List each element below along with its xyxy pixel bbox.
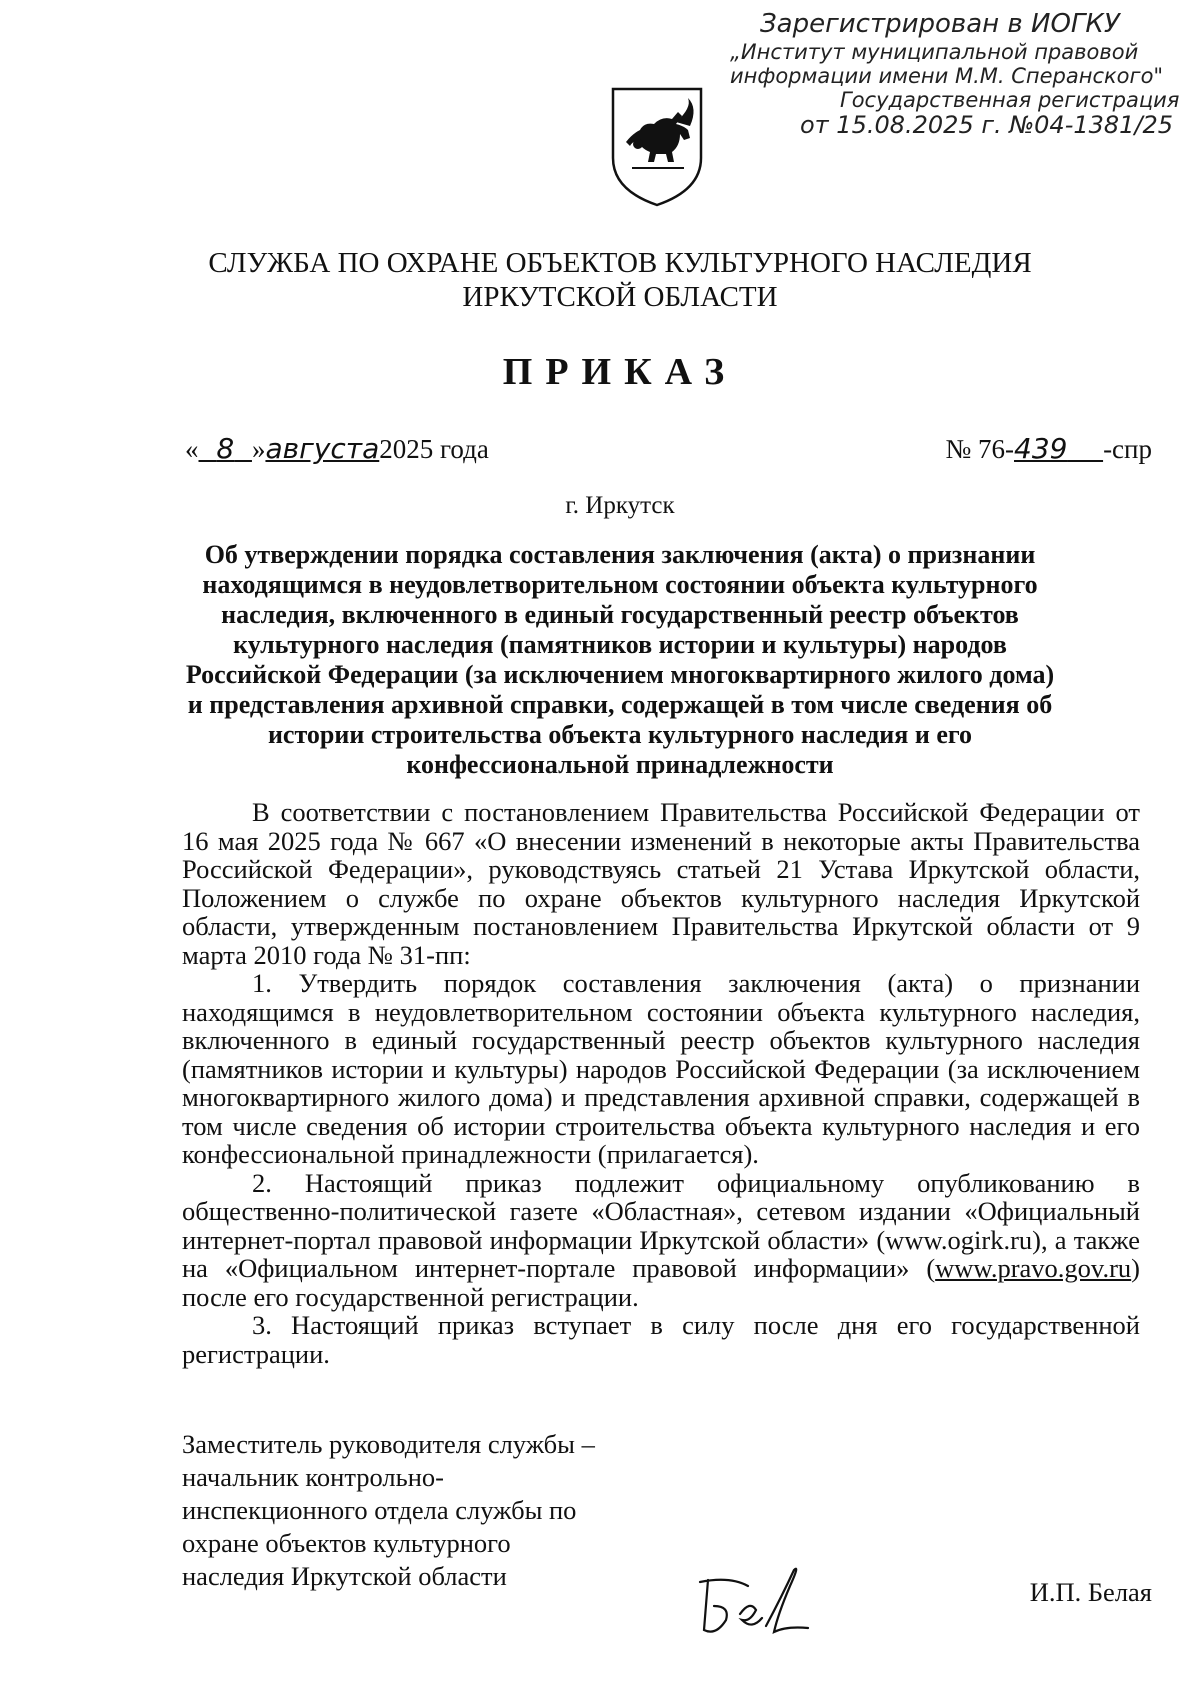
date-year: 2025 года xyxy=(379,434,489,464)
item-1-paragraph: 1. Утвердить порядок составления заключения (акта) о признании находящимся в неудовлетворительном состоянии объекта культурного наследия, включенного в единый государственный реестр объектов культурного наследия (памятников истории и культуры) народов Российской Федерации (за исключением многоквартирного жилого дома) и представления архивной справки, содержащей в том числе сведения об истории строительства объекта культурного наследия и его конфессиональной принадлежности (прилагается). xyxy=(182,968,1140,1169)
signer-title-line: начальник контрольно- xyxy=(182,1462,444,1492)
order-body xyxy=(182,798,1140,1368)
date-close-quote: » xyxy=(251,434,266,464)
registration-note-line: „Институт муниципальной правовой xyxy=(730,39,1139,64)
order-number-prefix: № 76- xyxy=(945,434,1014,464)
item-2-paragraph: 2. Настоящий приказ подлежит официальному опубликованию в общественно-политической газете «Областная», сетевом издании «Официальный интернет-портал правовой информации Иркутской области» (www.ogirk.ru), а также на «Официальном интернет-портале правовой информации» (www.pravo.gov.ru) после его государственной регистрации. xyxy=(182,1167,1140,1312)
date-open-quote: « xyxy=(185,434,199,464)
order-number-suffix: -спр xyxy=(1103,434,1152,464)
signer-title-line: Заместитель руководителя службы – xyxy=(182,1429,595,1459)
item-3-paragraph: 3. Настоящий приказ вступает в силу после дня его государственной регистрации. xyxy=(182,1310,1140,1369)
order-number-value: 439 xyxy=(1014,432,1068,465)
city: г. Иркутск xyxy=(565,492,675,519)
order-title: ПРИКАЗ xyxy=(502,351,738,393)
registration-note-line: Государственная регистрация xyxy=(840,88,1180,113)
date-month: августа xyxy=(265,432,380,465)
handwritten-signature xyxy=(690,1556,820,1646)
signer-title-line: инспекционного отдела службы по xyxy=(182,1495,577,1525)
preamble-paragraph: В соответствии с постановлением Правительства Российской Федерации от 16 мая 2025 года № 667 «О внесении изменений в некоторые акты Правительства Российской Федерации», руководствуясь статьей 21 Устава Иркутской области, Положением о службе по охране объектов культурного наследия Иркутской области, утвержденным постановлением Правительства Иркутской области от 9 марта 2010 года № 31-пп: xyxy=(182,797,1140,970)
signer-title-line: наследия Иркутской области xyxy=(182,1561,507,1591)
agency-name xyxy=(0,246,1200,314)
registration-note-line: от 15.08.2025 г. №04-1381/25 xyxy=(800,111,1174,140)
agency-name-line: ИРКУТСКОЙ ОБЛАСТИ xyxy=(462,281,778,313)
order-date xyxy=(185,432,489,465)
agency-name-line: СЛУЖБА ПО ОХРАНЕ ОБЪЕКТОВ КУЛЬТУРНОГО НАСЛЕДИЯ xyxy=(208,247,1032,279)
registration-note-line: информации имени М.М. Сперанского" xyxy=(730,64,1164,89)
signer-title-line: охране объектов культурного xyxy=(182,1528,511,1558)
order-number xyxy=(945,432,1152,465)
registration-note xyxy=(730,10,1180,140)
date-day: 8 xyxy=(216,432,235,465)
pravo-link[interactable]: www.pravo.gov.ru xyxy=(935,1253,1132,1283)
signer-title xyxy=(182,1428,682,1593)
registration-note-line: Зарегистрирован в ИОГКУ xyxy=(760,9,1120,39)
signer-name: И.П. Белая xyxy=(1029,1577,1152,1607)
irkutsk-coat-of-arms-icon xyxy=(610,86,704,208)
order-heading: Об утверждении порядка составления заключения (акта) о признании находящимся в неудовлетворительном состоянии объекта культурного наследия, включенного в единый государственный реестр объектов культурного наследия (памятников истории и культуры) народов Российской Федерации (за исключением многоквартирного жилого дома) и представления архивной справки, содержащей в том числе сведения об истории строительства объекта культурного наследия и его конфессиональной принадлежности xyxy=(185,540,1055,779)
